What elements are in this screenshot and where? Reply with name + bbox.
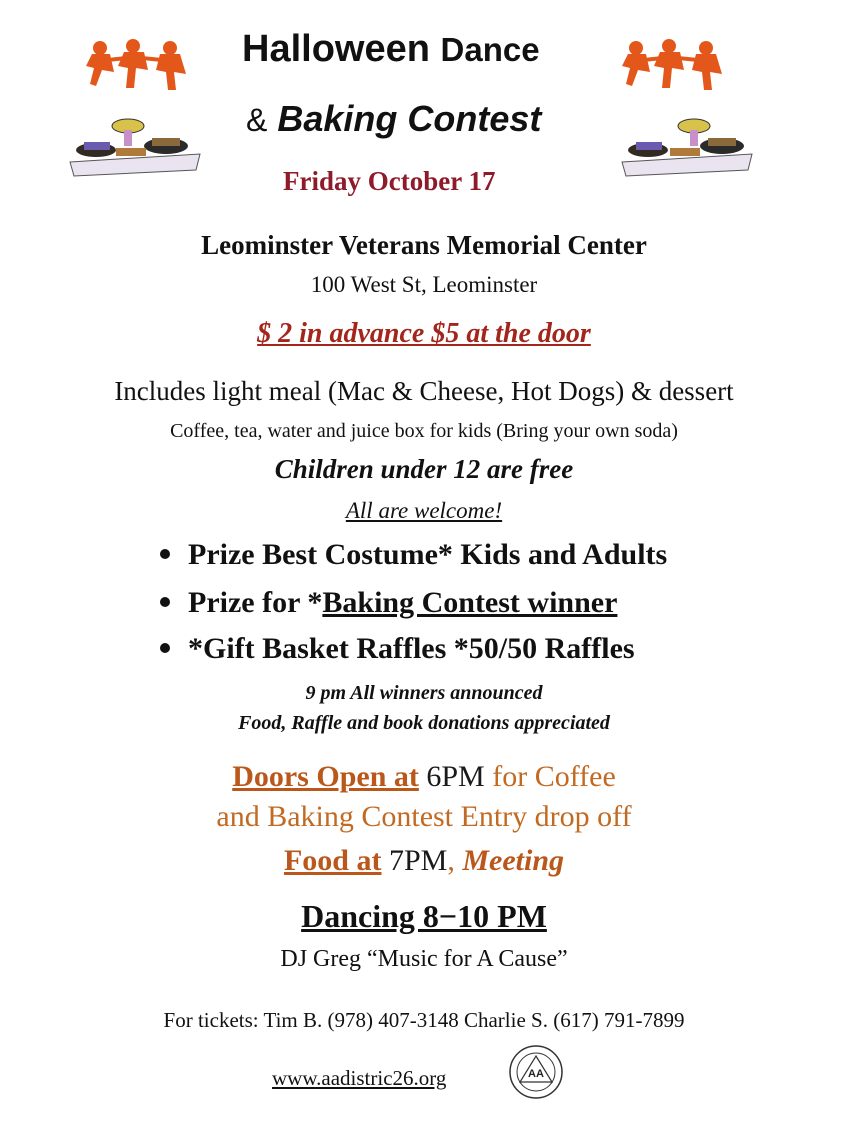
title-halloween: Halloween xyxy=(242,28,430,70)
bullet-icon xyxy=(160,643,170,653)
all-welcome: All are welcome! xyxy=(345,498,503,523)
prize-bullet-raffles xyxy=(160,632,635,666)
venue-name: Leominster Veterans Memorial Center xyxy=(201,230,647,260)
aa-logo-icon xyxy=(508,1044,564,1100)
prize-bullet-baking xyxy=(160,586,617,620)
prize-raffles-text: *Gift Basket Raffles *50/50 Raffles xyxy=(188,632,635,665)
food-line xyxy=(0,844,848,878)
bullet-icon xyxy=(160,597,170,607)
drinks-info: Coffee, tea, water and juice box for kids (Bring your own soda) xyxy=(170,420,678,442)
dj-info: DJ Greg “Music for A Cause” xyxy=(280,946,568,972)
food-time: 7PM xyxy=(381,844,448,877)
winners-announced: 9 pm All winners announced xyxy=(305,682,543,704)
meeting-label: Meeting xyxy=(462,844,565,877)
baking-dropoff: and Baking Contest Entry drop off xyxy=(216,800,632,833)
ticket-price: $ 2 in advance $5 at the door xyxy=(257,318,591,349)
aa-logo-text: AA xyxy=(528,1068,544,1080)
event-date: Friday October 17 xyxy=(283,166,496,196)
prize-bullet-costume xyxy=(160,538,667,572)
food-label: Food at xyxy=(283,844,382,877)
doors-open-label: Doors Open at xyxy=(232,760,419,793)
prize-costume-text: Prize Best Costume* Kids and Adults xyxy=(188,538,668,571)
children-free: Children under 12 are free xyxy=(274,454,574,484)
prize-baking-winner: Baking Contest winner xyxy=(322,586,618,619)
dancers-clipart-icon xyxy=(78,36,196,94)
bullet-icon xyxy=(160,549,170,559)
doors-open-time: 6PM xyxy=(418,760,493,793)
website-link[interactable]: www.aadistric26.org xyxy=(272,1066,447,1090)
dancers-clipart-icon xyxy=(614,36,732,94)
baking-table-clipart-icon xyxy=(66,112,204,178)
donations-info: Food, Raffle and book donations appreciated xyxy=(238,712,610,734)
doors-open-line xyxy=(0,760,848,794)
food-separator: , xyxy=(447,844,463,877)
title-baking-contest: Baking Contest xyxy=(277,98,542,139)
title-line-1 xyxy=(242,28,540,71)
title-ampersand: & xyxy=(246,102,268,138)
dancing-time: Dancing 8−10 PM xyxy=(301,898,547,934)
title-line-2 xyxy=(246,98,541,140)
meal-info: Includes light meal (Mac & Cheese, Hot Dogs) & dessert xyxy=(114,376,734,406)
baking-table-clipart-icon xyxy=(618,112,756,178)
venue-address: 100 West St, Leominster xyxy=(310,272,538,297)
title-dance: Dance xyxy=(440,31,540,68)
prize-baking-prefix: Prize for * xyxy=(188,586,323,619)
doors-open-rest: for Coffee xyxy=(492,760,616,793)
ticket-contacts: For tickets: Tim B. (978) 407-3148 Charlie S. (617) 791-7899 xyxy=(163,1008,685,1032)
